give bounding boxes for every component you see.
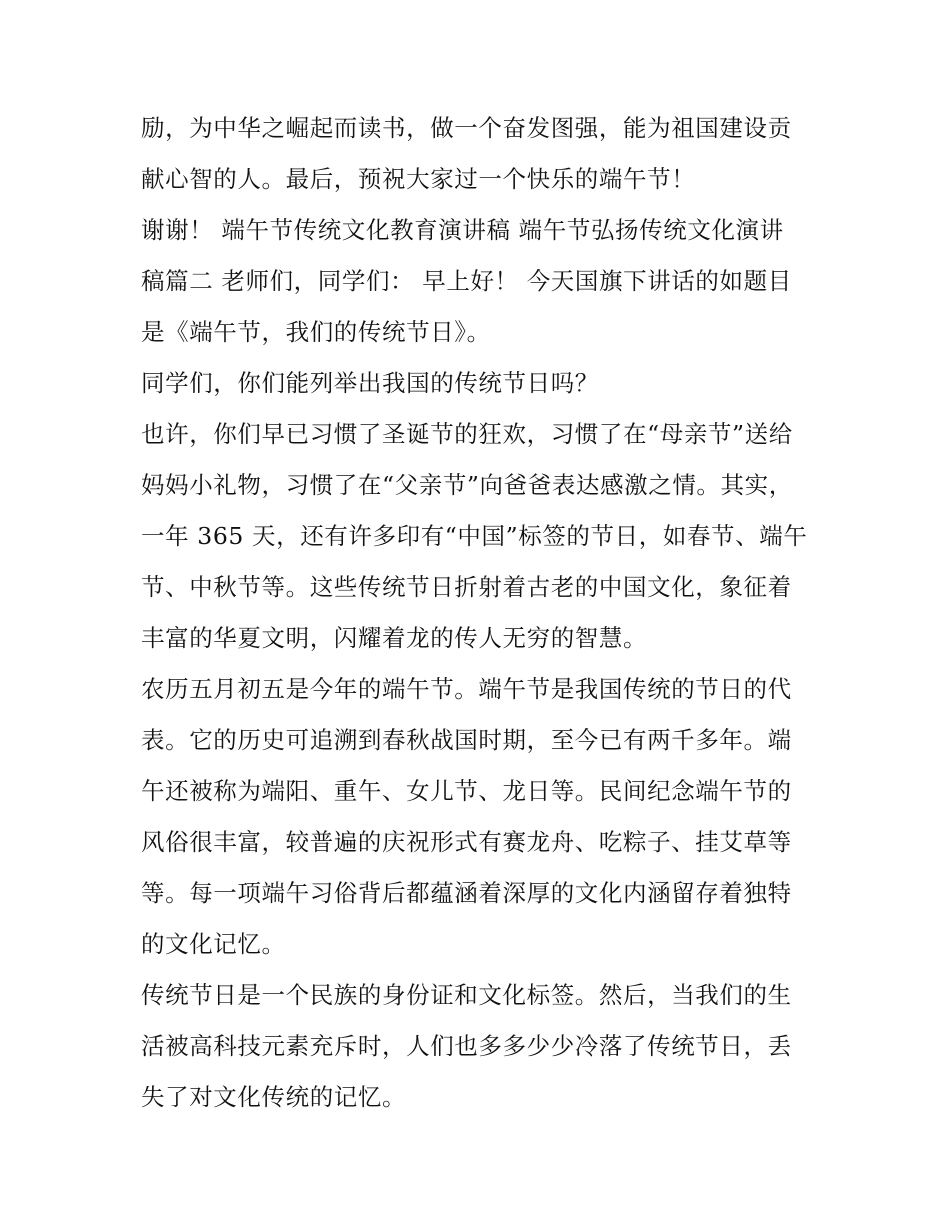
text-line: 谢谢！ 端午节传统文化教育演讲稿 端午节弘扬传统文化演讲 — [141, 216, 784, 244]
text-line: 午还被称为端阳、重午、女儿节、龙日等。民间纪念端午节的 — [141, 777, 792, 805]
text-line: 活被高科技元素充斥时，人们也多多少少冷落了传统节日，丢 — [141, 1032, 792, 1060]
text-line: 稿篇二 老师们，同学们： 早上好！ 今天国旗下讲话的如题目 — [141, 267, 792, 295]
text-line: 妈妈小礼物，习惯了在“父亲节”向爸爸表达感激之情。其实， — [141, 471, 793, 499]
text-line: 同学们，你们能列举出我国的传统节日吗？ — [141, 369, 599, 397]
text-line: 献心智的人。最后，预祝大家过一个快乐的端午节！ — [141, 165, 696, 193]
text-line: 的文化记忆。 — [141, 930, 286, 958]
text-line: 也许，你们早已习惯了圣诞节的狂欢，习惯了在“母亲节”送给 — [141, 420, 793, 448]
text-line: 丰富的华夏文明，闪耀着龙的传人无穷的智慧。 — [141, 624, 648, 652]
text-line: 励，为中华之崛起而读书，做一个奋发图强，能为祖国建设贡 — [141, 114, 792, 142]
document-body — [141, 103, 821, 1123]
text-line: 失了对文化传统的记忆。 — [141, 1083, 407, 1111]
text-line: 等。每一项端午习俗背后都蕴涵着深厚的文化内涵留存着独特 — [141, 879, 792, 907]
text-line: 表。它的历史可追溯到春秋战国时期，至今已有两千多年。端 — [141, 726, 792, 754]
text-line: 是《端午节，我们的传统节日》。 — [141, 318, 491, 346]
text-line: 农历五月初五是今年的端午节。端午节是我国传统的节日的代 — [141, 675, 792, 703]
text-line: 风俗很丰富，较普遍的庆祝形式有赛龙舟、吃粽子、挂艾草等 — [141, 828, 792, 856]
text-line: 节、中秋节等。这些传统节日折射着古老的中国文化，象征着 — [141, 573, 792, 601]
text-line: 一年 365 天，还有许多印有“中国”标签的节日，如春节、端午 — [141, 522, 808, 550]
text-line: 传统节日是一个民族的身份证和文化标签。然后，当我们的生 — [141, 981, 792, 1009]
